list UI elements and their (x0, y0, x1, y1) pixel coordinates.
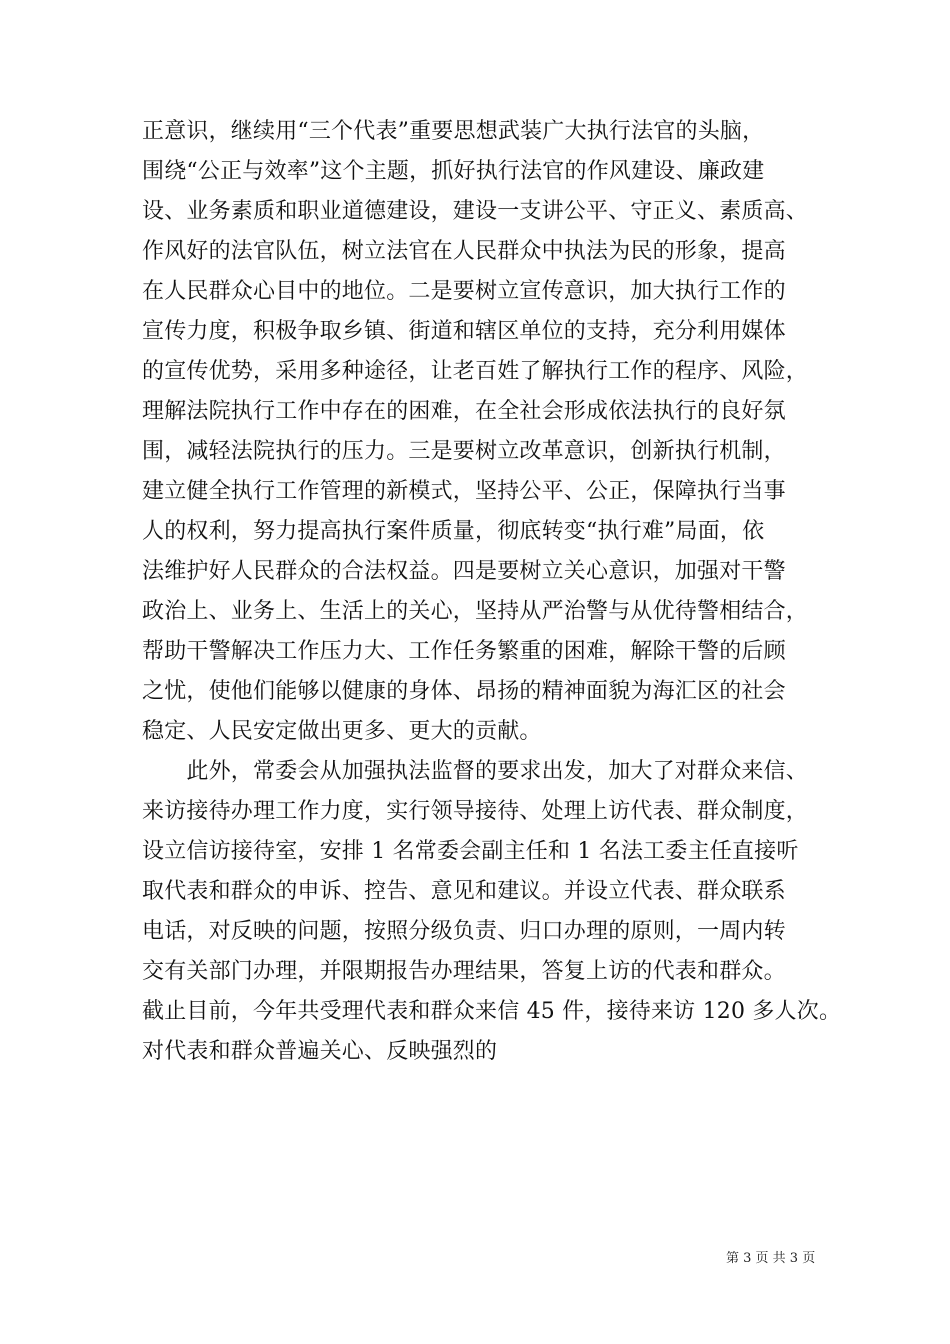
text-line: 的宣传优势，采用多种途径，让老百姓了解执行工作的程序、风险， (142, 359, 809, 384)
text-line: 法维护好人民群众的合法权益。四是要树立关心意识，加强对干警 (142, 559, 786, 584)
text-line: 帮助干警解决工作压力大、工作任务繁重的困难，解除干警的后顾 (142, 639, 786, 664)
text-line: 正意识，继续用“三个代表”重要思想武装广大执行法官的头脑， (142, 119, 765, 144)
text-line: 设、业务素质和职业道德建设，建设一支讲公平、守正义、素质高、 (142, 199, 809, 224)
text-line: 作风好的法官队伍，树立法官在人民群众中执法为民的形象，提高 (142, 239, 786, 264)
text-line: 宣传力度，积极争取乡镇、街道和辖区单位的支持，充分利用媒体 (142, 319, 786, 344)
text-line: 围，减轻法院执行的压力。三是要树立改革意识，创新执行机制， (142, 439, 786, 464)
text-line: 截止目前，今年共受理代表和群众来信 45 件，接待来访 120 多人次。 (142, 999, 842, 1024)
text-line: 稳定、人民安定做出更多、更大的贡献。 (142, 719, 542, 744)
text-line: 人的权利，努力提高执行案件质量，彻底转变“执行难”局面，依 (142, 519, 765, 544)
text-line: 此外，常委会从加强执法监督的要求出发，加大了对群众来信、 (142, 759, 809, 784)
text-line: 理解法院执行工作中存在的困难，在全社会形成依法执行的良好氛 (142, 399, 786, 424)
page-number-footer: 第 3 页 共 3 页 (726, 1251, 816, 1266)
text-line: 政治上、业务上、生活上的关心，坚持从严治警与从优待警相结合， (142, 599, 809, 624)
text-line: 之忧，使他们能够以健康的身体、昂扬的精神面貌为海汇区的社会 (142, 679, 786, 704)
text-line: 电话，对反映的问题，按照分级负责、归口办理的原则，一周内转 (142, 919, 786, 944)
text-line: 交有关部门办理，并限期报告办理结果，答复上访的代表和群众。 (142, 959, 786, 984)
text-line: 来访接待办理工作力度，实行领导接待、处理上访代表、群众制度， (142, 799, 809, 824)
text-line: 建立健全执行工作管理的新模式，坚持公平、公正，保障执行当事 (142, 479, 786, 504)
text-line: 对代表和群众普遍关心、反映强烈的 (142, 1039, 498, 1064)
text-line: 在人民群众心目中的地位。二是要树立宣传意识，加大执行工作的 (142, 279, 786, 304)
text-line: 取代表和群众的申诉、控告、意见和建议。并设立代表、群众联系 (142, 879, 786, 904)
text-line: 设立信访接待室，安排 1 名常委会副主任和 1 名法工委主任直接听 (142, 839, 799, 864)
text-line: 围绕“公正与效率”这个主题，抓好执行法官的作风建设、廉政建 (142, 159, 765, 184)
